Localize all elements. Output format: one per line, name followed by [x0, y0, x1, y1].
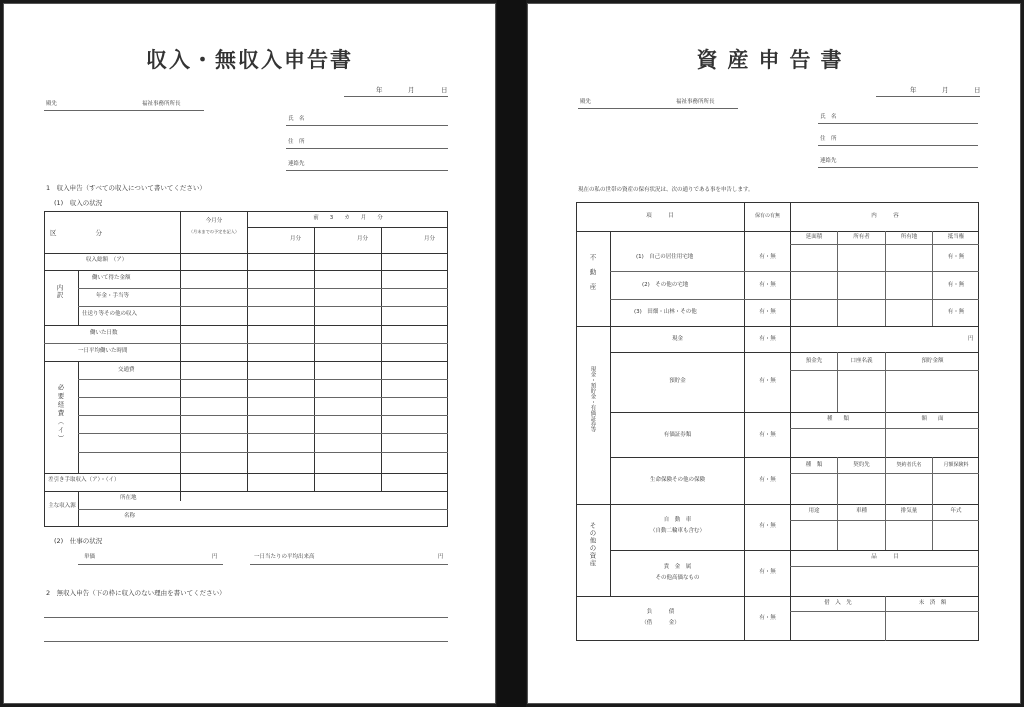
row-transport: 交通費 [118, 367, 135, 373]
address-label: 住 所 [820, 136, 837, 142]
debt-col-lender: 借 入 先 [824, 600, 852, 606]
car-note: （自動二輪車も含む） [649, 528, 705, 534]
vertical-cash-savings: 現金・預貯金・有価証券等 [589, 366, 596, 432]
insurance-yesno: 有・無 [759, 477, 776, 483]
precious-note: その他高価なもの [655, 575, 700, 581]
insurance-col-premium: 月額保険料 [943, 462, 969, 468]
cash-yen: 円 [968, 336, 974, 342]
car-col-displacement: 排気量 [900, 508, 918, 514]
addressee-line [44, 110, 204, 111]
car-col-use: 用途 [808, 508, 820, 514]
date-day: 日 [974, 86, 981, 94]
name-line [286, 125, 448, 126]
row-days-worked: 働いた日数 [90, 330, 118, 336]
re-item-own-residence: (1) 自己の居住用宅地 [636, 254, 694, 260]
insurance-col-type: 種 類 [805, 462, 823, 468]
section1-subtitle: (1) 収入の状況 [54, 199, 103, 207]
section2-subtitle: (2) 仕事の状況 [54, 537, 103, 545]
date-month: 月 [942, 86, 949, 94]
insurance-col-holder: 契約者氏名 [896, 462, 922, 468]
savings-item: 預貯金 [669, 378, 686, 384]
re-mortgage-yesno-2: 有・無 [947, 282, 965, 288]
page-gutter [497, 0, 526, 707]
header-item: 項 目 [646, 213, 674, 219]
vertical-other-assets: その他の資産 [588, 522, 597, 567]
addressee-office: 福祉事務所所長 [142, 101, 181, 107]
contact-label: 連絡先 [820, 158, 837, 164]
row-income-total: 収入総額 （ア） [86, 257, 128, 263]
re-col-owner: 所有者 [853, 234, 870, 240]
savings-col-amount: 預貯金額 [921, 358, 944, 364]
re-yesno-3: 有・無 [759, 309, 776, 315]
re-col-mortgage: 抵当権 [947, 234, 965, 240]
section2-title: 2 無収入申告（下の枠に収入のない理由を書いてください） [46, 589, 226, 597]
precious-yesno: 有・無 [759, 569, 776, 575]
re-yesno-1: 有・無 [759, 254, 776, 260]
re-mortgage-yesno-1: 有・無 [947, 254, 965, 260]
asset-declaration-page [527, 3, 1021, 704]
date-line [344, 96, 448, 97]
vertical-income-breakdown: 内訳 [55, 284, 64, 299]
contact-label: 連絡先 [288, 161, 305, 167]
month-col-3: 月分 [424, 236, 436, 242]
income-declaration-page [3, 3, 496, 704]
re-yesno-2: 有・無 [759, 282, 776, 288]
main-income-source: 主な収入源 [48, 503, 76, 509]
addressee-to: 殿先 [580, 99, 592, 105]
re-col-area: 延面積 [805, 234, 823, 240]
date-year: 年 [376, 86, 383, 94]
table-header-category: 区 分 [50, 229, 102, 237]
vertical-necessary-expenses: 必要経費（イ） [56, 384, 65, 444]
daily-average-label: 一日当たりの平均出来高 [254, 554, 315, 560]
row-location: 所在地 [120, 495, 137, 501]
daily-average-yen: 円 [438, 554, 444, 560]
month-col-1: 月分 [290, 236, 302, 242]
table-header-this-month-note: （月末までの予定を記入） [188, 229, 240, 234]
debt-col-balance: 未 済 額 [918, 600, 947, 606]
address-line [286, 148, 448, 149]
re-mortgage-yesno-3: 有・無 [947, 309, 965, 315]
section1-title: 1 収入申告（すべての収入について書いてください） [46, 184, 206, 192]
savings-col-bank: 預金先 [805, 358, 823, 364]
row-name: 名称 [124, 513, 136, 519]
row-hours-per-day: 一日平均働いた時間 [78, 348, 128, 354]
row-other-income: 仕送り等その他の収入 [82, 311, 138, 317]
re-col-land: 所有地 [900, 234, 918, 240]
precious-item: 貴 金 属 [663, 564, 692, 570]
re-item-fields: (3) 田畑・山林・その他 [634, 309, 697, 315]
securities-item: 有価証券類 [663, 432, 692, 438]
debt-item: 負 債 [646, 609, 675, 615]
asset-statement: 現在の私の世帯の資産の保有状況は、次の通りである事を申告します。 [578, 187, 754, 193]
name-label: 氏 名 [820, 114, 837, 120]
savings-yesno: 有・無 [759, 378, 776, 384]
header-has: 保有の有無 [754, 213, 780, 219]
cash-item: 現金 [671, 336, 683, 342]
page-title: 資産申告書 [696, 48, 852, 72]
date-day: 日 [441, 86, 448, 94]
name-label: 氏 名 [288, 116, 305, 122]
savings-col-account: 口座名義 [850, 358, 873, 364]
date-month: 月 [408, 86, 415, 94]
re-item-other-land: (2) その他の宅地 [642, 282, 689, 288]
vertical-real-estate: 不動産 [588, 254, 597, 298]
debt-yesno: 有・無 [759, 615, 776, 621]
wage-yen: 円 [212, 554, 218, 560]
row-net-income: 差引き手取収入（ア）・（イ） [48, 477, 120, 483]
addressee-to: 殿先 [46, 101, 58, 107]
securities-yesno: 有・無 [759, 432, 776, 438]
header-content: 内 容 [871, 213, 899, 219]
table-header-past3: 前 3 カ 月 分 [313, 215, 383, 221]
contact-line [286, 170, 448, 171]
securities-col-type: 種 類 [826, 416, 849, 422]
row-pension: 年金・手当等 [96, 293, 130, 299]
insurance-item: 生命保険その他の保険 [649, 477, 705, 483]
car-col-year: 年式 [950, 508, 962, 514]
address-label: 住 所 [288, 139, 305, 145]
car-col-model: 車種 [855, 508, 867, 514]
table-header-this-month: 今月分 [205, 218, 223, 224]
car-item: 自 動 車 [663, 517, 692, 523]
wage-label: 単価 [84, 554, 96, 560]
row-work-income: 働いて得た金額 [92, 275, 131, 281]
car-yesno: 有・無 [759, 523, 776, 529]
securities-col-face: 額 面 [921, 416, 944, 422]
date-year: 年 [910, 86, 917, 94]
insurance-col-company: 契約先 [853, 462, 870, 468]
cash-yesno: 有・無 [759, 336, 776, 342]
addressee-office: 福祉事務所所長 [676, 99, 715, 105]
precious-col-item: 品 目 [871, 554, 899, 560]
debt-note: （借 金） [641, 620, 680, 626]
month-col-2: 月分 [357, 236, 369, 242]
page-title: 収入・無収入申告書 [146, 48, 353, 72]
